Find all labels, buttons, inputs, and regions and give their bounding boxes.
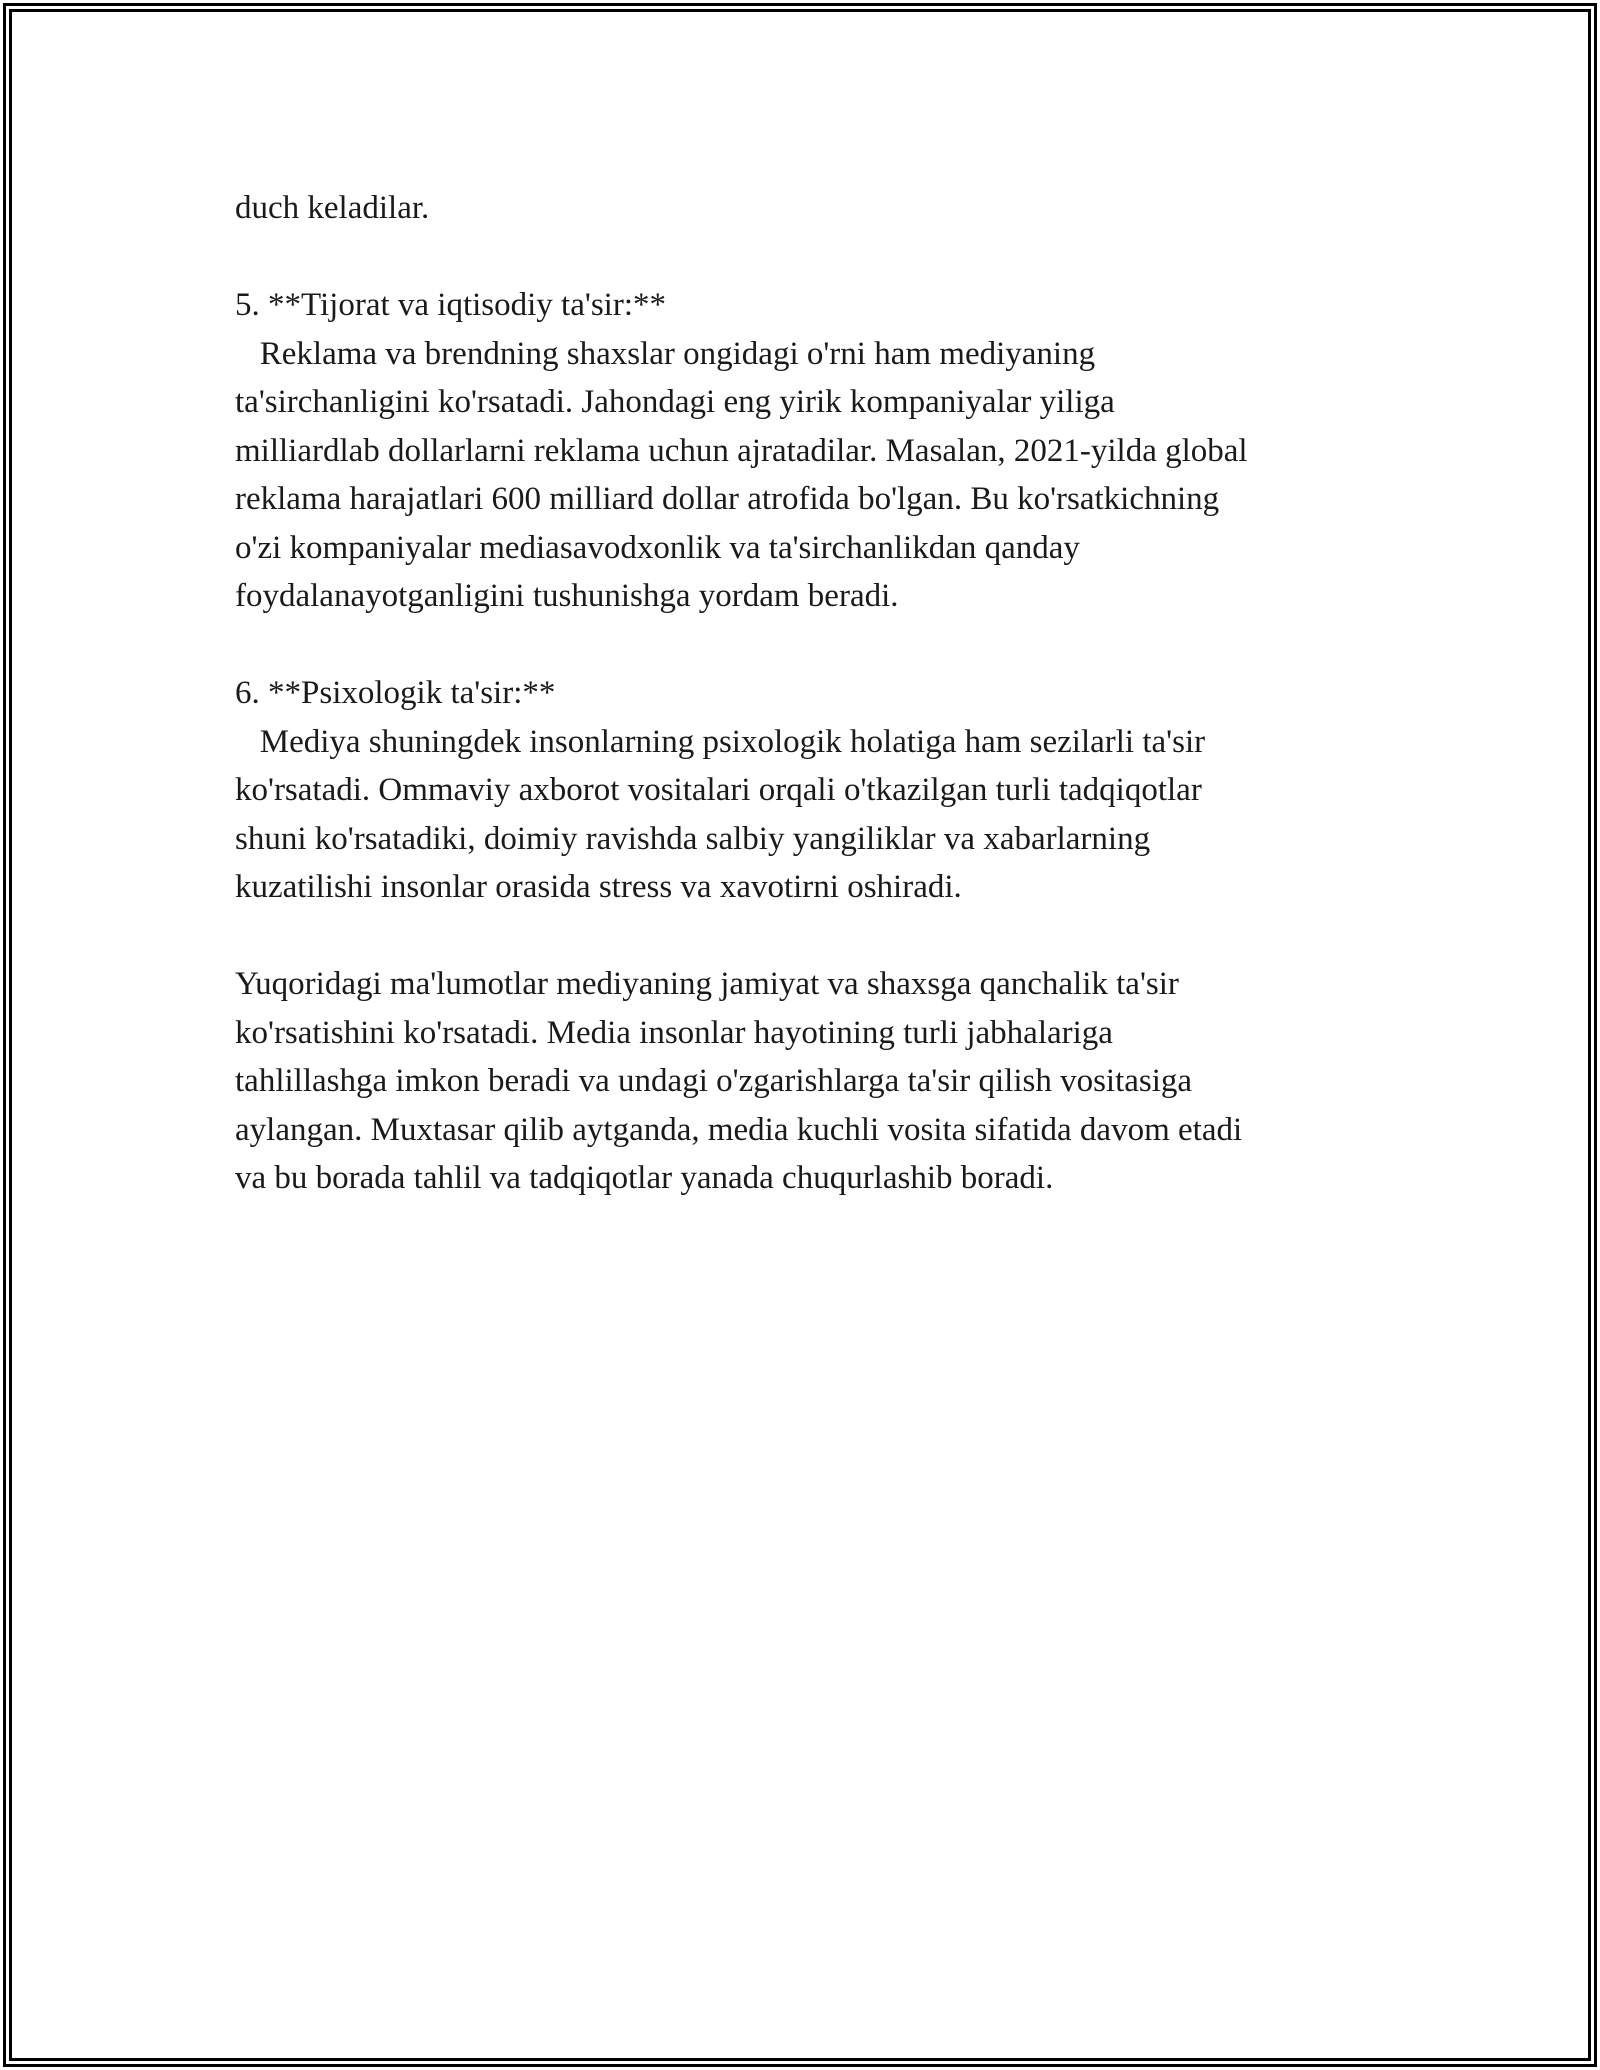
text-line: Mediya shuningdek insonlarning psixologik holatiga ham sezilarli ta'sir	[235, 723, 1206, 760]
text-line: va bu borada tahlil va tadqiqotlar yanada chuqurlashib boradi.	[235, 1160, 1054, 1196]
section-5	[235, 281, 1415, 621]
text-line: kuzatilishi insonlar orasida stress va xavotirni oshiradi.	[235, 869, 962, 905]
paragraph-continuation	[235, 184, 1415, 233]
text-line: aylangan. Muxtasar qilib aytganda, media kuchli vosita sifatida davom etadi	[235, 1111, 1243, 1148]
text-line: o'zi kompaniyalar mediasavodxonlik va ta'sirchanlikdan qanday	[235, 529, 1080, 566]
document-body	[235, 184, 1415, 1203]
text-line: duch keladilar.	[235, 190, 430, 226]
text-line: ko'rsatadi. Ommaviy axborot vositalari orqali o'tkazilgan turli tadqiqotlar	[235, 772, 1202, 808]
text-line: ta'sirchanligini ko'rsatadi. Jahondagi eng yirik kompaniyalar yiliga	[235, 384, 1115, 420]
paragraph-spacer	[235, 621, 1415, 670]
text-line: Yuqoridagi ma'lumotlar mediyaning jamiyat va shaxsga qanchalik ta'sir	[235, 966, 1179, 1002]
text-line: ko'rsatishini ko'rsatadi. Media insonlar hayotining turli jabhalariga	[235, 1014, 1113, 1051]
paragraph-spacer	[235, 233, 1415, 282]
text-line: tahlillashga imkon beradi va undagi o'zgarishlarga ta'sir qilish vositasiga	[235, 1063, 1193, 1099]
section-6	[235, 669, 1415, 912]
text-line: foydalanayotganligini tushunishga yordam beradi.	[235, 578, 899, 614]
text-line: shuni ko'rsatadiki, doimiy ravishda salbiy yangiliklar va xabarlarning	[235, 820, 1151, 857]
section-heading: 5. **Tijorat va iqtisodiy ta'sir:**	[235, 287, 666, 323]
text-line: reklama harajatlari 600 milliard dollar atrofida bo'lgan. Bu ko'rsatkichning	[235, 481, 1220, 517]
text-line: milliardlab dollarlarni reklama uchun ajratadilar. Masalan, 2021-yilda global	[235, 432, 1248, 469]
paragraph-spacer	[235, 912, 1415, 961]
text-line: Reklama va brendning shaxslar ongidagi o'rni ham mediyaning	[235, 335, 1096, 372]
section-heading: 6. **Psixologik ta'sir:**	[235, 675, 556, 711]
conclusion-paragraph	[235, 960, 1415, 1203]
